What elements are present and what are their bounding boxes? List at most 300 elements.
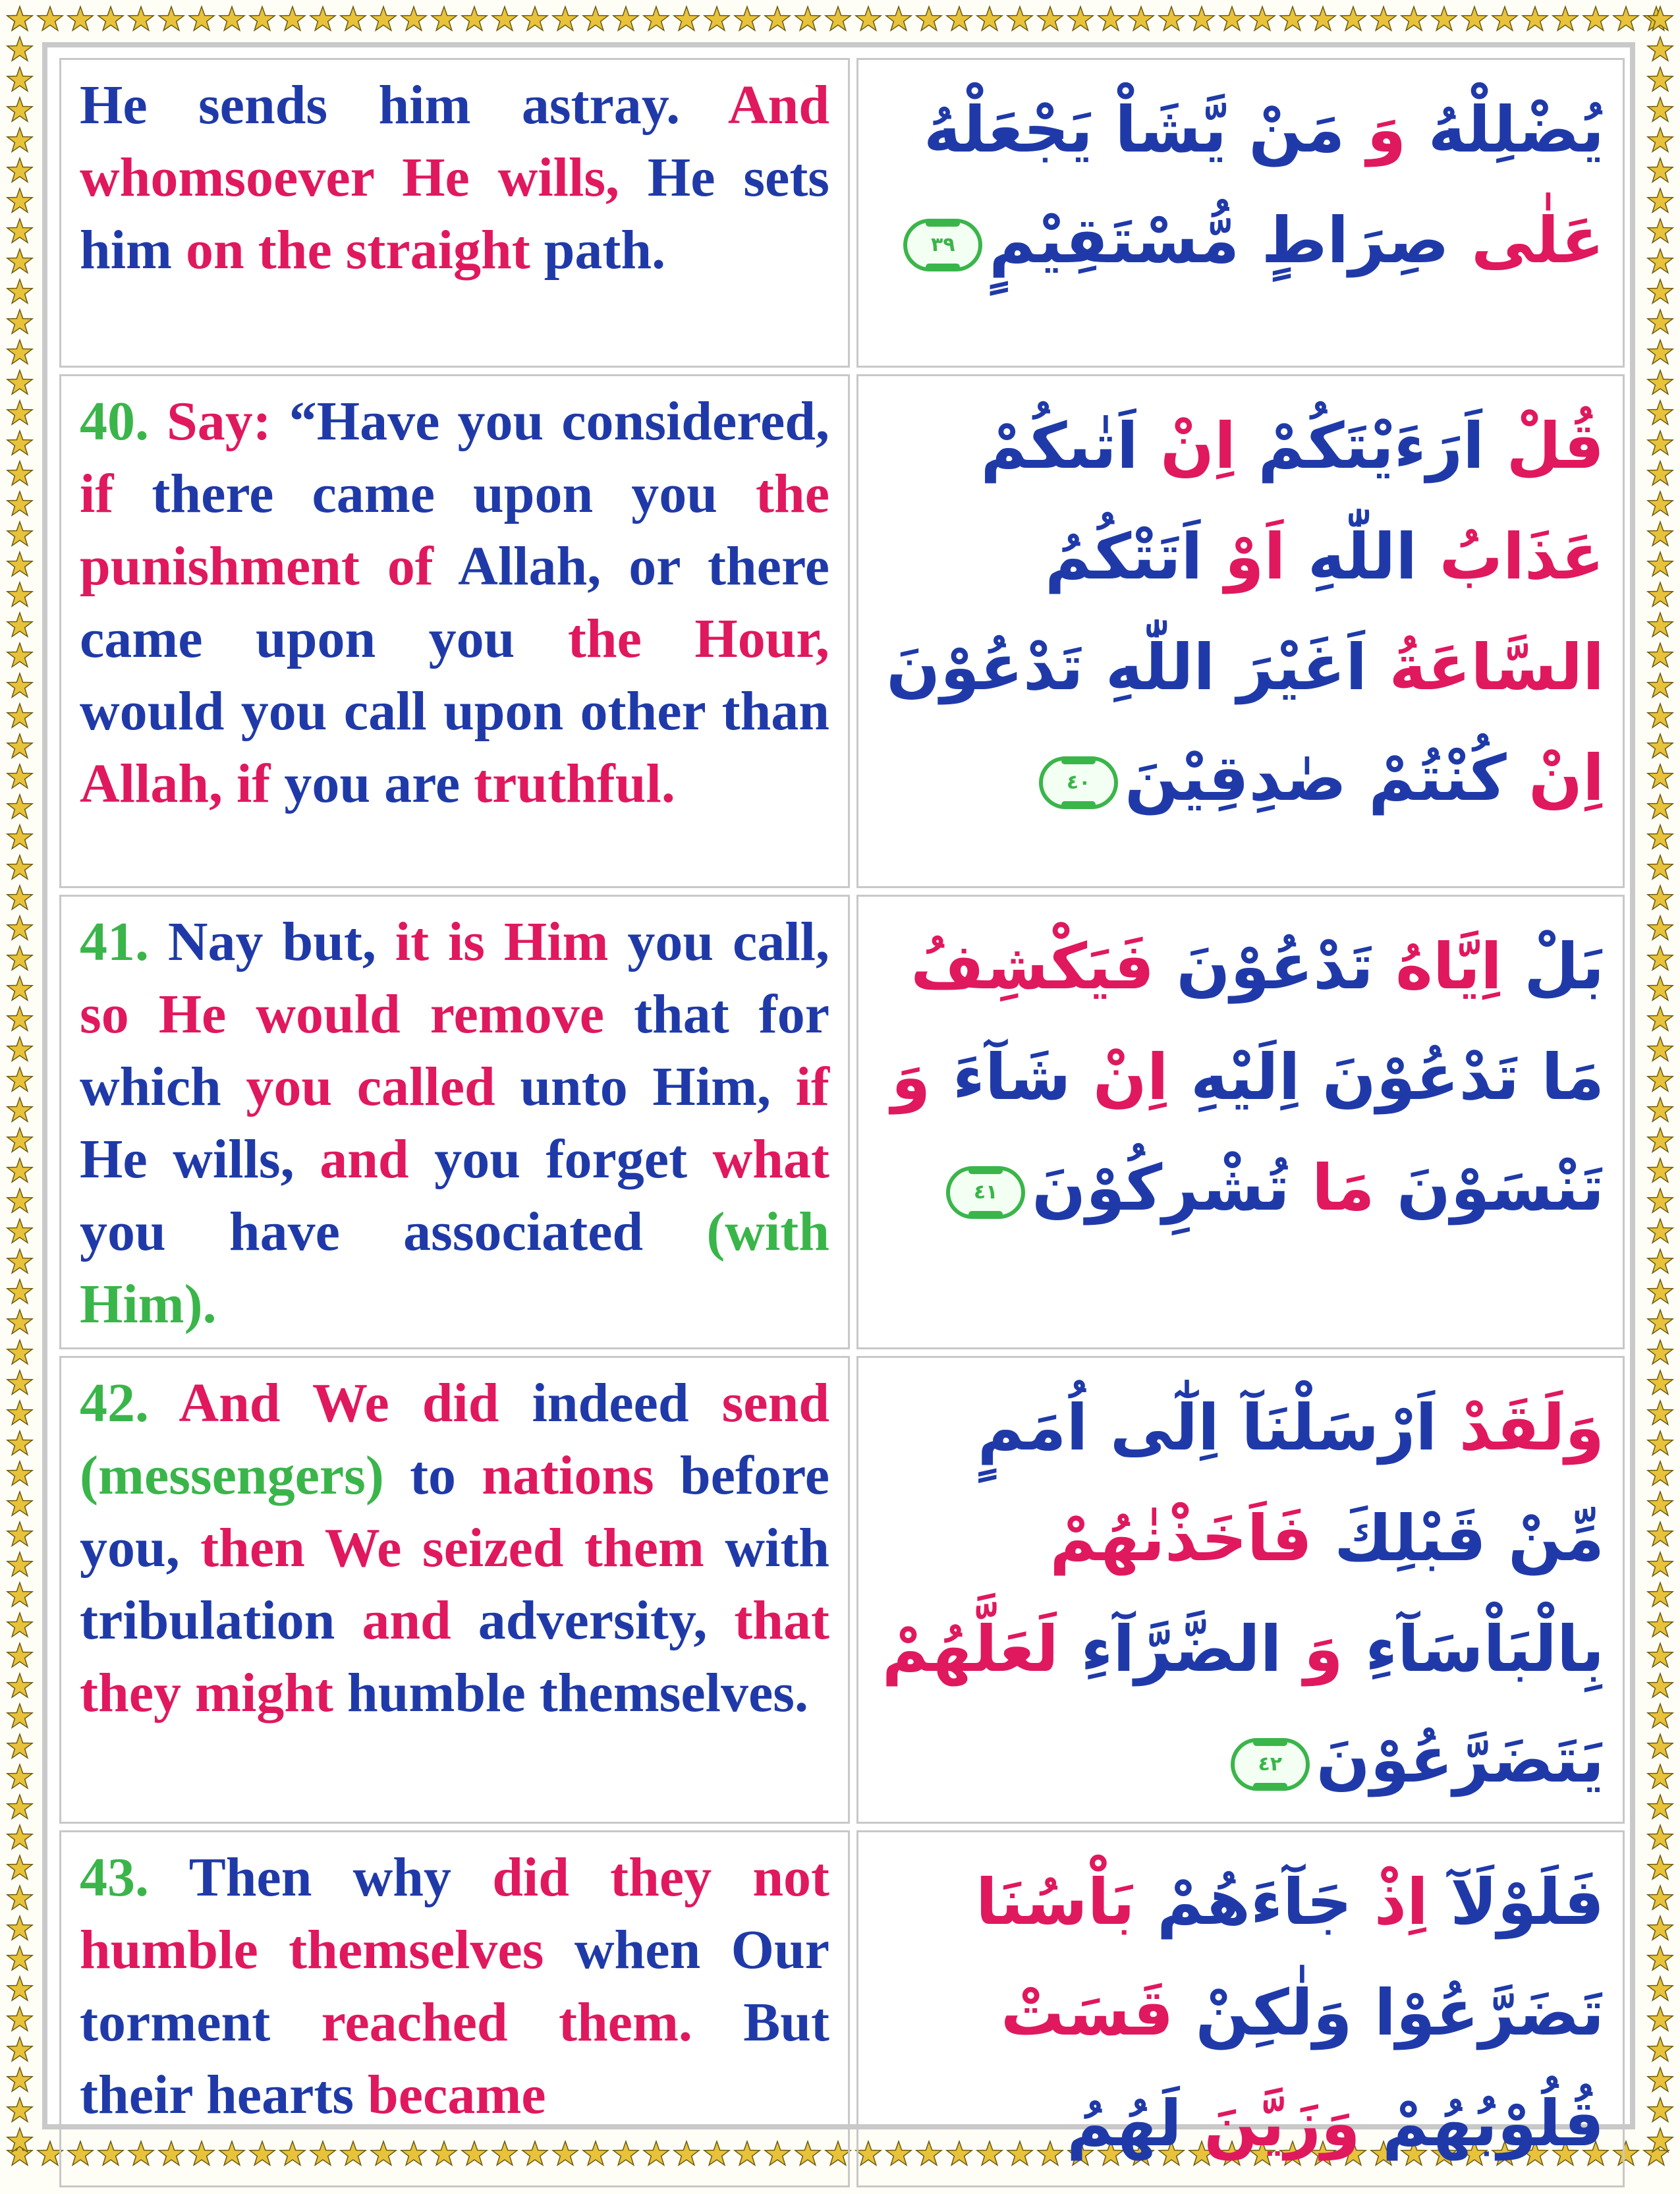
- star-icon: [1648, 1552, 1673, 1576]
- star-icon: [1648, 1886, 1673, 1909]
- en-text-segment: path.: [544, 219, 666, 281]
- star-icon: [1648, 2098, 1673, 2122]
- star-icon: [401, 7, 426, 30]
- star-icon: [1648, 886, 1673, 909]
- ar-text-segment: بَلْ: [1501, 930, 1604, 1003]
- en-text-segment: you call,: [627, 911, 829, 972]
- verse-number: ٤١: [973, 1180, 998, 1204]
- star-icon: [7, 401, 32, 424]
- star-icon: [1648, 431, 1673, 455]
- star-icon: [7, 1249, 32, 1273]
- verse-row: [59, 58, 1625, 368]
- star-icon: [7, 1552, 32, 1576]
- ar-text-segment: وَ: [1281, 1612, 1343, 1686]
- star-icon: [1648, 67, 1673, 91]
- star-icon: [159, 7, 184, 30]
- star-icon: [7, 916, 32, 940]
- star-icon: [522, 7, 547, 30]
- ar-text-segment: صِرَاطٍ مُّسْتَقِيْمٍ: [989, 204, 1449, 277]
- star-icon: [7, 1825, 32, 1849]
- ar-text-segment: اللّٰهِ: [1285, 520, 1418, 594]
- star-icon: [1648, 1492, 1673, 1515]
- star-icon: [1219, 7, 1245, 30]
- star-icon: [7, 1310, 32, 1334]
- star-icon: [1648, 704, 1673, 727]
- star-icon: [583, 7, 608, 30]
- en-text-segment: would you call upon other than: [80, 681, 829, 742]
- arabic-cell: [856, 1830, 1625, 2187]
- star-icon: [1648, 1128, 1673, 1152]
- star-icon: [371, 7, 396, 30]
- star-icon: [7, 704, 32, 727]
- ar-text-segment: اَرَءَيْتَكُمْ: [1236, 409, 1485, 483]
- ar-text-segment: قُلُوْبُهُمْ: [1360, 2087, 1604, 2160]
- en-text-segment: truthful.: [474, 753, 675, 814]
- star-icon: [38, 7, 63, 30]
- star-icon: [7, 1855, 32, 1879]
- star-icon: [704, 7, 729, 30]
- star-icon: [462, 7, 487, 30]
- en-text-segment: 41.: [80, 911, 168, 972]
- ar-text-segment: تَدْعُوْنَ: [1154, 930, 1374, 1003]
- star-icon: [7, 279, 32, 303]
- star-icon: [7, 855, 32, 879]
- ar-text-segment: وَ: [891, 1040, 931, 1114]
- star-icon: [1648, 128, 1673, 152]
- star-icon: [644, 7, 669, 30]
- en-text-segment: And We did: [179, 1372, 532, 1434]
- star-icon: [7, 552, 32, 576]
- star-icon: [7, 582, 32, 606]
- en-text-segment: so He would remove: [80, 984, 634, 1045]
- star-icon: [7, 522, 32, 546]
- star-icon: [1648, 219, 1673, 242]
- arabic-cell: [856, 895, 1625, 1349]
- star-icon-row-top: [0, 0, 1680, 40]
- ar-text-segment: وَزَيَّنَ: [1181, 2087, 1360, 2160]
- star-icon: [1648, 1189, 1673, 1212]
- star-icon: [7, 825, 32, 849]
- star-icon: [7, 1189, 32, 1212]
- star-icon: [1038, 7, 1063, 30]
- ar-text-segment: وَ: [1345, 93, 1407, 167]
- star-icon: [1648, 855, 1673, 879]
- star-icon: [1648, 401, 1673, 424]
- verse-number-marker-icon: [1231, 1738, 1310, 1791]
- ar-text-segment: تَدْعُوْنَ: [886, 631, 1084, 704]
- star-icon: [1648, 1249, 1673, 1273]
- en-text-segment: did they not humble themselves: [80, 1847, 830, 1981]
- en-text-segment: 40.: [80, 391, 167, 452]
- star-icon: [68, 7, 93, 30]
- verse-row: [59, 1830, 1625, 2187]
- star-icon: [1648, 37, 1673, 61]
- star-icon: [1648, 1613, 1673, 1637]
- star-icon: [341, 7, 366, 30]
- en-text-segment: 42.: [80, 1372, 179, 1434]
- ar-text-segment: مَنْ يَّشَاْ يَجْعَلْهُ: [923, 93, 1345, 167]
- verse-number: ٤٠: [1066, 770, 1091, 794]
- star-icon: [7, 128, 32, 152]
- en-text-segment: Then why: [188, 1847, 493, 1908]
- en-text-segment: unto Him,: [520, 1056, 796, 1117]
- star-icon: [856, 7, 881, 30]
- verse-number-marker-icon: [903, 219, 982, 271]
- star-icon: [674, 7, 699, 30]
- en-text-segment: before you,: [80, 1445, 829, 1579]
- star-icon: [7, 219, 32, 242]
- en-text-segment: became: [368, 2064, 546, 2125]
- en-text-segment: the Hour,: [567, 608, 830, 669]
- star-icon: [1583, 7, 1608, 30]
- star-border-left: [0, 0, 40, 2174]
- star-icon: [1523, 7, 1548, 30]
- ar-text-segment: اِذْ: [1352, 1865, 1428, 1939]
- star-icon: [1492, 7, 1517, 30]
- star-icon: [7, 431, 32, 455]
- ar-text-segment: بِالْبَاْسَآءِ: [1343, 1612, 1604, 1686]
- star-icon: [1648, 643, 1673, 667]
- star-icon: [492, 7, 517, 30]
- star-icon: [7, 461, 32, 485]
- en-text-segment: Say:: [167, 391, 289, 452]
- ar-text-segment: اَتَتْكُمُ: [1045, 520, 1203, 594]
- ar-text-segment: الضَّرَّآءِ: [1058, 1612, 1282, 1686]
- star-icon: [7, 1219, 32, 1243]
- verse-number-marker-icon: [1039, 756, 1118, 809]
- verse-row: [59, 895, 1625, 1349]
- en-text-segment: it is Him: [395, 911, 628, 972]
- star-icon: [7, 2007, 32, 2031]
- star-icon: [1648, 1037, 1673, 1061]
- en-text-segment: you have associated: [80, 1201, 707, 1262]
- en-text-segment: Nay but,: [167, 911, 395, 972]
- en-text-segment: if: [80, 463, 152, 524]
- star-icon: [1648, 1158, 1673, 1182]
- star-icon: [7, 1370, 32, 1394]
- en-text-segment: indeed: [532, 1372, 722, 1434]
- star-icon: [7, 1158, 32, 1182]
- star-icon: [1648, 370, 1673, 394]
- verse-number-marker-icon: [946, 1166, 1025, 1219]
- star-icon: [1341, 7, 1366, 30]
- star-icon: [7, 1098, 32, 1121]
- ar-text-segment: شَآءَ: [930, 1040, 1071, 1114]
- star-icon: [1648, 461, 1673, 485]
- star-icon: [7, 249, 32, 273]
- star-icon: [1648, 1855, 1673, 1879]
- star-icon: [1648, 825, 1673, 849]
- star-icon: [7, 310, 32, 333]
- translation-cell: [59, 58, 850, 368]
- star-icon: [1648, 673, 1673, 697]
- star-icon: [1648, 1946, 1673, 1970]
- en-text-segment: humble themselves.: [347, 1662, 808, 1724]
- star-icon: [7, 158, 32, 182]
- star-icon: [219, 7, 244, 30]
- star-icon: [1648, 1795, 1673, 1818]
- en-text-segment: (messengers): [80, 1445, 410, 1506]
- en-text-segment: you called: [246, 1056, 520, 1117]
- star-icon: [1648, 1370, 1673, 1394]
- ar-text-segment: قَسَتْ: [1001, 1976, 1174, 2050]
- star-icon: [7, 1522, 32, 1546]
- ar-text-segment: بَاْسُنَا: [975, 1865, 1135, 1939]
- star-icon: [7, 37, 32, 61]
- star-icon: [826, 7, 851, 30]
- star-icon: [189, 7, 214, 30]
- ar-text-segment: السَّاعَةُ: [1367, 631, 1604, 704]
- ar-text-segment: قُلْ: [1484, 409, 1604, 483]
- ar-text-segment: لَهُمُ: [1067, 2087, 1182, 2160]
- arabic-cell: [856, 1356, 1625, 1824]
- star-icon: [1462, 7, 1487, 30]
- arabic-cell: [856, 58, 1625, 368]
- star-icon: [1068, 7, 1093, 30]
- star-icon: [1159, 7, 1184, 30]
- star-icon: [1648, 1583, 1673, 1606]
- en-text-segment: you are: [284, 753, 474, 814]
- star-icon: [1648, 2037, 1673, 2061]
- star-icon: [1648, 613, 1673, 636]
- en-text-segment: when Our torment: [80, 1919, 829, 2053]
- star-icon: [735, 7, 760, 30]
- en-text-segment: nations: [482, 1445, 680, 1506]
- star-icon: [7, 673, 32, 697]
- en-text-segment: that for which: [80, 984, 829, 1117]
- ar-text-segment: تُشْرِكُوْنَ: [1032, 1151, 1290, 1225]
- star-icon: [1648, 1431, 1673, 1455]
- ar-text-segment: فَيَكْشِفُ: [910, 930, 1155, 1003]
- en-text-segment: the punishment of: [80, 463, 829, 597]
- ar-text-segment: جَآءَهُمْ: [1134, 1865, 1353, 1939]
- star-icon: [1280, 7, 1305, 30]
- star-icon: [1648, 188, 1673, 212]
- star-icon: [1648, 1916, 1673, 1940]
- star-icon: [1648, 1734, 1673, 1758]
- ar-text-segment: تَنْسَوْنَ: [1374, 1151, 1604, 1225]
- ar-text-segment: يُضْلِلْهُ: [1406, 93, 1604, 167]
- star-icon: [98, 7, 123, 30]
- star-icon: [7, 1583, 32, 1606]
- star-icon: [310, 7, 335, 30]
- ar-text-segment: اِنْ: [1071, 1040, 1169, 1114]
- star-icon: [7, 734, 32, 758]
- star-icon: [7, 1280, 32, 1303]
- star-icon: [7, 7, 32, 30]
- en-text-segment: He wills,: [80, 1129, 320, 1190]
- star-icon: [7, 2037, 32, 2061]
- arabic-cell: [856, 374, 1625, 888]
- star-icon: [1371, 7, 1396, 30]
- star-icon: [1648, 734, 1673, 758]
- star-icon: [1098, 7, 1123, 30]
- ar-text-segment: مَا تَدْعُوْنَ: [1300, 1040, 1604, 1114]
- star-icon: [1648, 522, 1673, 546]
- star-icon: [7, 1977, 32, 2000]
- star-icon: [1648, 340, 1673, 364]
- star-icon: [977, 7, 1002, 30]
- star-border-right: [1640, 0, 1680, 2174]
- en-text-segment: He sends him astray.: [80, 74, 728, 136]
- star-icon: [1648, 1067, 1673, 1091]
- en-text-segment: then We seized them: [200, 1517, 725, 1579]
- en-text-segment: you forget: [434, 1129, 713, 1190]
- ar-text-segment: عَذَابُ: [1417, 520, 1604, 594]
- en-text-segment: and: [362, 1590, 478, 1651]
- star-icon: [7, 340, 32, 364]
- translation-cell: [59, 374, 850, 888]
- en-text-segment: there came upon you: [152, 463, 756, 524]
- star-icon: [7, 1340, 32, 1364]
- star-icon: [280, 7, 305, 30]
- star-icon-column-right: [1640, 0, 1680, 2174]
- star-icon: [7, 1764, 32, 1788]
- verse-row: [59, 374, 1625, 888]
- en-text-segment: and: [320, 1129, 435, 1190]
- star-icon: [1250, 7, 1275, 30]
- star-icon: [1648, 2067, 1673, 2091]
- star-icon: [1189, 7, 1214, 30]
- star-icon: [916, 7, 941, 30]
- star-icon: [1648, 1764, 1673, 1788]
- star-icon: [1648, 249, 1673, 273]
- star-icon: [1648, 1643, 1673, 1667]
- star-icon: [1648, 1340, 1673, 1364]
- verse-number: ٣٩: [930, 233, 955, 256]
- star-icon: [1648, 1007, 1673, 1030]
- star-icon: [1648, 1219, 1673, 1243]
- star-icon: [1648, 1280, 1673, 1303]
- star-icon: [1648, 1825, 1673, 1849]
- star-icon: [1648, 310, 1673, 333]
- en-text-segment: He wills,: [402, 147, 648, 208]
- en-text-segment: But their hearts: [80, 1992, 829, 2125]
- star-icon: [1648, 1461, 1673, 1485]
- star-icon: [7, 67, 32, 91]
- star-icon: [7, 643, 32, 667]
- star-icon: [1648, 552, 1673, 576]
- star-icon: [7, 1492, 32, 1515]
- star-icon: [1648, 1704, 1673, 1728]
- star-icon: [7, 1128, 32, 1152]
- star-icon: [7, 946, 32, 970]
- star-icon: [7, 1704, 32, 1728]
- star-icon: [1648, 1310, 1673, 1334]
- star-icon: [1648, 2128, 1673, 2152]
- ar-text-segment: فَلَوْلَآ: [1428, 1865, 1604, 1939]
- star-icon: [765, 7, 790, 30]
- star-icon: [7, 1734, 32, 1758]
- star-icon: [1129, 7, 1154, 30]
- star-icon: [1648, 98, 1673, 121]
- star-icon: [7, 1037, 32, 1061]
- star-icon: [7, 2098, 32, 2122]
- en-text-segment: on the straight: [186, 219, 544, 281]
- ar-text-segment: اَوْ: [1202, 520, 1286, 594]
- ar-text-segment: تَضَرَّعُوْا: [1352, 1976, 1604, 2050]
- star-icon: [7, 492, 32, 515]
- star-icon: [7, 2067, 32, 2091]
- star-icon: [7, 886, 32, 909]
- en-text-segment: what: [712, 1129, 829, 1190]
- star-icon: [250, 7, 275, 30]
- star-icon: [7, 613, 32, 636]
- star-icon: [1648, 1674, 1673, 1697]
- star-icon: [7, 1916, 32, 1940]
- ar-text-segment: اِيَّاهُ: [1373, 930, 1502, 1003]
- ar-text-segment: يَتَضَرَّعُوْنَ: [1316, 1723, 1604, 1797]
- star-icon: [1648, 976, 1673, 1000]
- ar-text-segment: وَلَقَدْ: [1437, 1391, 1604, 1465]
- star-icon: [1401, 7, 1426, 30]
- ar-text-segment: مَا: [1289, 1151, 1375, 1225]
- en-text-segment: to: [410, 1445, 482, 1506]
- ar-text-segment: اِلَيْهِ: [1168, 1040, 1301, 1114]
- star-icon: [1648, 158, 1673, 182]
- en-text-segment: 43.: [80, 1847, 189, 1908]
- translation-cell: [59, 1356, 850, 1824]
- en-text-segment: “Have you considered,: [289, 391, 829, 452]
- en-text-segment: Allah, or there came upon you: [80, 536, 829, 669]
- star-icon: [7, 1431, 32, 1455]
- star-icon: [1648, 582, 1673, 606]
- en-text-segment: with tribulation: [80, 1517, 830, 1651]
- en-text-segment: And whomsoever: [80, 74, 829, 208]
- star-icon: [1648, 1098, 1673, 1121]
- star-icon: [7, 1674, 32, 1697]
- star-icon: [1648, 946, 1673, 970]
- star-icon: [1007, 7, 1032, 30]
- star-icon: [1310, 7, 1335, 30]
- ar-text-segment: وَلٰكِنْ: [1173, 1976, 1353, 2050]
- star-icon: [1648, 1522, 1673, 1546]
- ar-text-segment: اَغَيْرَ اللّٰهِ: [1083, 631, 1368, 704]
- star-icon: [7, 1946, 32, 1970]
- ar-text-segment: اَرْسَلْنَآ اِلٰٓى اُمَمٍ مِّنْ قَبْلِكَ: [977, 1391, 1604, 1575]
- translation-cell: [59, 895, 850, 1349]
- ar-text-segment: عَلٰى: [1449, 204, 1604, 277]
- star-icon: [1648, 764, 1673, 788]
- star-icon: [7, 1401, 32, 1424]
- star-icon-column-left: [0, 0, 40, 2174]
- star-icon: [1648, 916, 1673, 940]
- star-icon: [1648, 1401, 1673, 1424]
- star-icon: [7, 1067, 32, 1091]
- ar-text-segment: اِنْ: [1506, 741, 1604, 815]
- star-icon: [1648, 279, 1673, 303]
- star-icon: [613, 7, 638, 30]
- star-icon: [1432, 7, 1457, 30]
- star-icon: [7, 1613, 32, 1637]
- en-text-segment: if: [795, 1056, 829, 1117]
- star-icon: [7, 1007, 32, 1030]
- star-icon: [1648, 1977, 1673, 2000]
- verse-row: [59, 1356, 1625, 1824]
- ar-text-segment: اِنْ: [1138, 409, 1237, 483]
- star-icon: [553, 7, 578, 30]
- star-icon: [7, 370, 32, 394]
- en-text-segment: send: [721, 1372, 829, 1434]
- en-text-segment: (with Him).: [80, 1201, 829, 1335]
- star-icon: [432, 7, 457, 30]
- star-icon: [7, 98, 32, 121]
- star-icon: [7, 2128, 32, 2152]
- en-text-segment: reached them.: [321, 1992, 744, 2053]
- en-text-segment: Allah, if: [80, 753, 285, 814]
- star-icon: [7, 1461, 32, 1485]
- star-icon: [1648, 795, 1673, 818]
